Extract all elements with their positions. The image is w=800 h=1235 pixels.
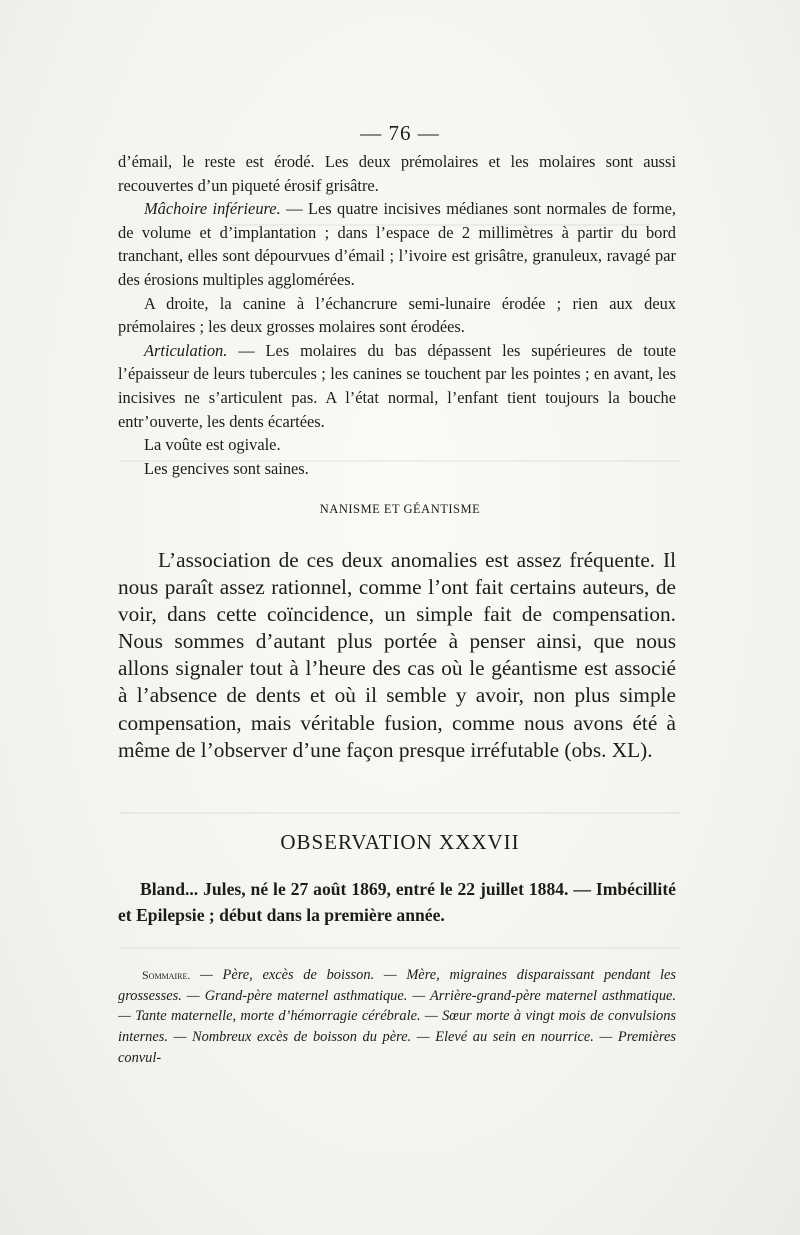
main-text-block — [118, 547, 676, 764]
paragraph-lead: Mâchoire inférieure. — [144, 199, 281, 219]
observation-heading: OBSERVATION XXXVII — [280, 830, 520, 854]
paragraph: A droite, la canine à l’échancrure semi-lunaire érodée ; rien aux deux prémolaires ; les deux grosses molaires sont érodées. — [118, 293, 676, 337]
paragraph: Les gencives sont saines. — [144, 458, 309, 478]
paragraph-body: — Les quatre incisives médianes sont normales de forme, de volume et d’implantation ; dans l’espace de 2 millimètres à partir du bord tranchant, elles sont dépourvues d’émail ; l’ivoire est grisâtre, granuleux, ravagé par des érosions multiples agglomérées. — [118, 199, 676, 289]
bleed-through-mark — [120, 800, 680, 814]
summary-paragraph — [118, 965, 676, 1069]
paragraph-articulation — [118, 339, 676, 433]
paragraph-lead: Articulation. — [144, 340, 228, 360]
page-number: — 76 — — [360, 121, 440, 145]
upper-text-block — [118, 150, 676, 480]
bleed-through-mark — [120, 935, 680, 949]
section-heading: NANISME ET GÉANTISME — [319, 502, 481, 516]
paragraph: La voûte est ogivale. — [144, 435, 281, 455]
patient-line: Bland... Jules, né le 27 août 1869, entré le 22 juillet 1884. — Imbécillité et Epilepsie ; début dans la première année. — [118, 879, 676, 925]
paragraph-lower-jaw — [118, 197, 676, 291]
summary-block — [118, 965, 676, 1069]
summary-lead: Sommaire. — [142, 968, 191, 982]
summary-body: — Père, excès de boisson. — Mère, migraines disparaissant pendant les grossesses. — Grand-père maternel asthmatique. — Arrière-grand-père maternel asthmatique. — Tante maternelle, morte d’hémorragie cérébrale. — Sœur morte à vingt mois de convulsions internes. — Nombreux excès de boisson du père. — Elevé au sein en nourrice. — Premières convul- — [118, 967, 676, 1066]
paragraph-body: — Les molaires du bas dépassent les supérieures de toute l’épaisseur de leurs tubercules ; les canines se touchent par les pointes ; en avant, les incisives ne s’articulent pas. A l’état normal, l’enfant tient toujours la bouche entr’ouverte, les dents écartées. — [118, 340, 676, 431]
paragraph: d’émail, le reste est érodé. Les deux prémolaires et les molaires sont aussi recouvertes d’un piqueté érosif grisâtre. — [118, 152, 676, 195]
patient-header — [118, 877, 676, 928]
paragraph: L’association de ces deux anomalies est assez fréquente. Il nous paraît assez rationnel, comme l’ont fait certains auteurs, de voir, dans cette coïncidence, un simple fait de compensation. Nous sommes d’autant plus portée à penser ainsi, que nous allons signaler tout à l’heure des cas où le géantisme est associé à l’absence de dents et où il semble y avoir, non plus simple compensation, mais véritable fusion, comme nous avons été à même de l’observer d’une façon presque irréfutable (obs. XL). — [118, 548, 676, 762]
